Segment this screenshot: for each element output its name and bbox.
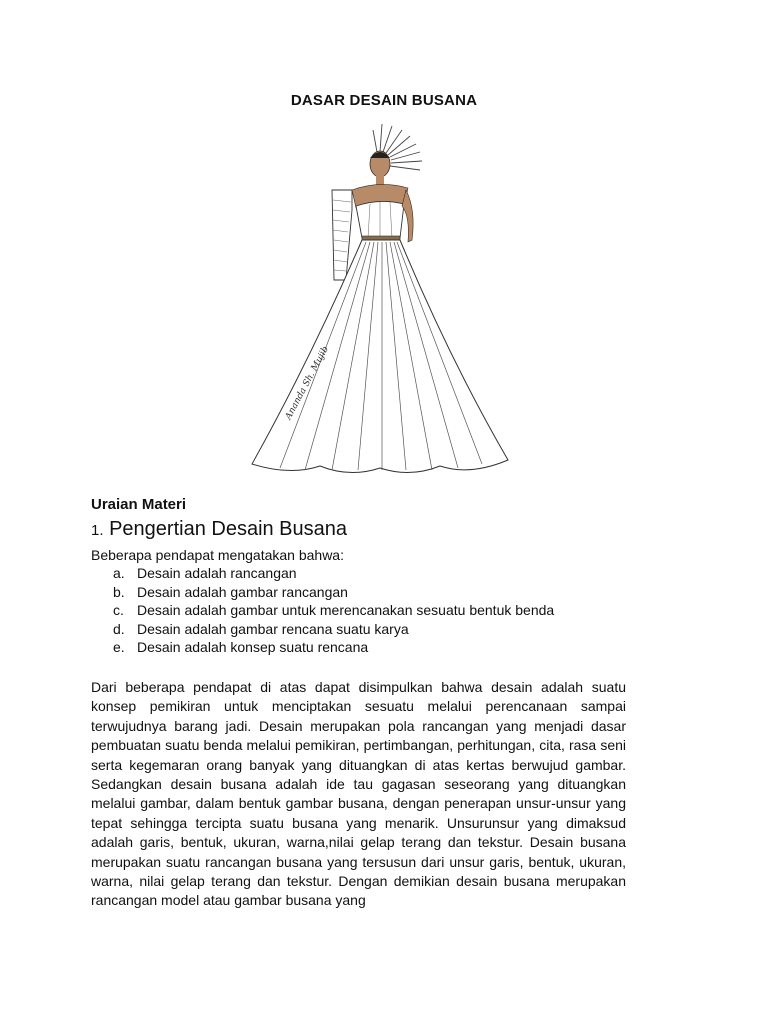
list-marker: a. — [113, 565, 125, 581]
list-item — [113, 583, 554, 602]
definition-list — [113, 564, 554, 657]
list-marker: d. — [113, 620, 125, 637]
document-title: DASAR DESAIN BUSANA — [290, 92, 478, 109]
list-item — [113, 638, 554, 657]
svg-text:Ananda Sh. Mujib: Ananda Sh. Mujib — [283, 344, 331, 422]
list-item — [113, 620, 554, 639]
section-number: 1. — [91, 522, 104, 539]
section-heading — [91, 516, 347, 544]
section-heading-text: Pengertian Desain Busana — [109, 518, 348, 540]
list-marker: e. — [113, 639, 125, 656]
body-paragraph: Dari beberapa pendapat di atas dapat disimpulkan bahwa desain adalah suatu konsep pemikiran untuk menciptakan sesuatu melalui perencanaan sampai terwujudnya barang jadi. Desain merupakan pola rancangan yang menjadi dasar pembuatan suatu benda melalui pemikiran, pertimbangan, perhitungan, cita, rasa seni serta kegemaran orang banyak yang dituangkan di atas kertas berwujud gambar. Sedangkan desain busana adalah ide tau gagasan seseorang yang dituangkan melalui gambar, dalam bentuk gambar busana, dengan penerapan unsur-unsur yang tepat sehingga tercipta suatu busana yang menarik. Unsurunsur yang dimaksud adalah garis, bentuk, ukuran, warna,nilai gelap terang dan tekstur. Desain busana merupakan suatu rancangan busana yang tersusun dari unsur garis, bentuk, ukuran, warna, nilai gelap terang dan tekstur. Dengan demikian desain busana merupakan rancangan model atau gambar busana yang — [91, 679, 626, 909]
gown-sketch-icon — [240, 120, 520, 480]
list-item-text: Desain adalah gambar untuk merencanakan sesuatu bentuk benda — [137, 602, 555, 619]
list-item-text: Desain adalah rancangan — [137, 565, 297, 581]
list-item — [113, 601, 554, 620]
list-item — [113, 564, 554, 583]
list-marker: c. — [113, 602, 124, 619]
intro-text: Beberapa pendapat mengatakan bahwa: — [91, 547, 344, 563]
list-marker: b. — [113, 583, 125, 600]
section-label: Uraian Materi — [91, 496, 187, 513]
list-item-text: Desain adalah konsep suatu rencana — [137, 639, 369, 656]
list-item-text: Desain adalah gambar rencana suatu karya — [137, 620, 409, 637]
list-item-text: Desain adalah gambar rancangan — [137, 583, 348, 600]
